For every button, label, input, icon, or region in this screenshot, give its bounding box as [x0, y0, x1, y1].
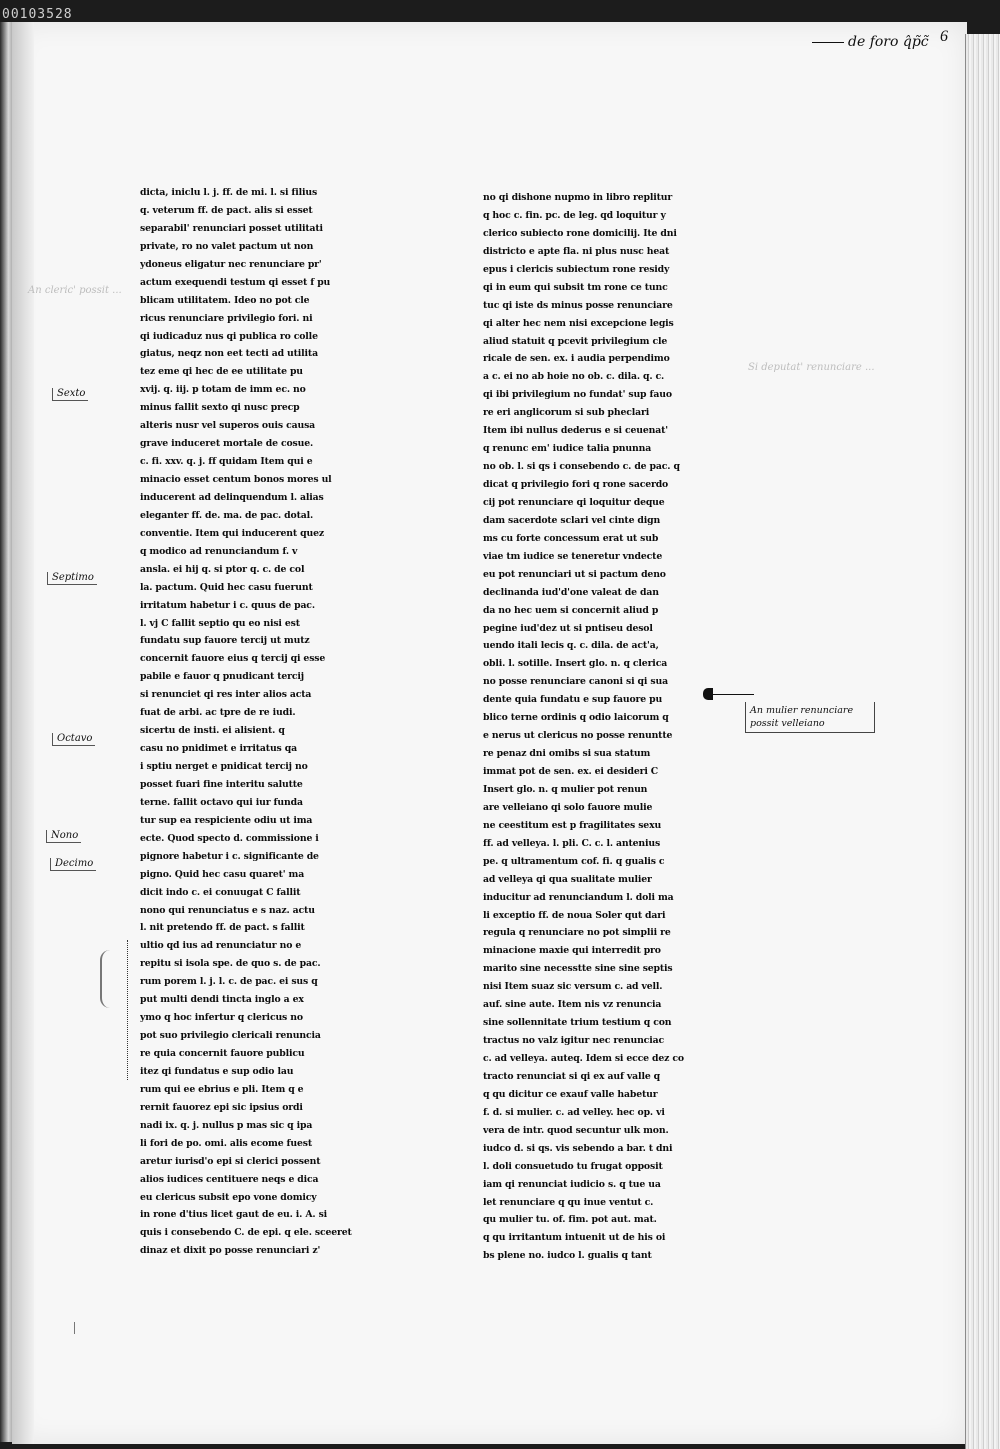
text-line: dicat q privilegio fori q rone sacerdo	[483, 479, 669, 490]
text-line: dam sacerdote sclari vel cinte dign	[483, 514, 661, 526]
text-line: nono qui renunciatus e s naz. actu	[140, 904, 315, 916]
running-header	[812, 34, 929, 50]
text-line: aliud statuit q pcevit privilegium cle	[483, 335, 668, 347]
text-line: a c. ei no ab hoie no ob. c. dila. q. c.	[483, 371, 665, 383]
text-line: sicertu de insti. ei alisient. q	[140, 725, 285, 737]
marginal-scribble	[100, 950, 122, 1008]
text-line: no posse renunciare canoni si qi sua	[483, 676, 668, 688]
text-line: ricale de sen. ex. i audia perpendimo	[483, 353, 670, 365]
text-line: dinaz et dixit po posse renunciari z'	[140, 1245, 321, 1257]
text-line: clerico subiecto rone domicilij. Ite dni	[483, 227, 677, 239]
folio-number: 6	[940, 28, 948, 45]
text-line: re penaz dni omibs si sua statum	[483, 748, 651, 760]
text-line: sine sollennitate trium testium q con	[483, 1017, 672, 1029]
text-line: re eri anglicorum si sub pheclari	[483, 407, 650, 419]
text-line: pignore habetur i c. significante de	[140, 850, 319, 862]
text-line: blico terne ordinis q odio laicorum q	[483, 712, 669, 724]
text-line: ad velleya qi qua sualitate mulier	[483, 873, 652, 885]
text-line: pabile e fauor q pnudicant tercij	[140, 671, 304, 683]
text-line: rernit fauorez epi sic ipsius ordi	[140, 1101, 303, 1113]
text-line: fundatu sup fauore tercij ut mutz	[140, 635, 310, 647]
text-line: districto e apte fla. ni plus nusc heat	[483, 245, 670, 257]
text-line: alios iudices centituere neqs e dica	[140, 1173, 319, 1185]
text-line: eu pot renunciari ut si pactum deno	[483, 568, 666, 580]
text-line: viae tm iudice se teneretur vndecte	[483, 550, 663, 562]
text-column-left	[140, 184, 390, 1260]
text-line: vera de intr. quod secuntur ulk mon.	[483, 1124, 669, 1136]
text-line: irritatum habetur i c. quus de pac.	[140, 599, 315, 611]
text-line: l. doli consuetudo tu frugat opposit	[483, 1160, 663, 1172]
text-line: minus fallit sexto qi nusc precp	[140, 402, 300, 414]
text-line: itez qi fundatus e sup odio lau	[140, 1065, 294, 1077]
text-line: Item ibi nullus dederus e si ceuenat'	[483, 425, 668, 437]
text-line: l. vj C fallit septio qu eo nisi est	[140, 617, 300, 629]
text-line: nisi Item suaz sic versum c. ad vell.	[483, 981, 663, 993]
margin-note-septimo: Septimo	[47, 572, 97, 585]
text-line: qi in eum qui subsit tm rone ce tunc	[483, 281, 668, 293]
text-line: dente quia fundatu e sup fauore pu	[483, 694, 663, 706]
text-line: tez eme qi hec de ee utilitate pu	[140, 366, 303, 378]
text-line: aretur iurisd'o epi si clerici possent	[140, 1155, 321, 1167]
text-line: tuc qi iste ds minus posse renunciare	[483, 299, 673, 311]
text-line: li exceptio ff. de noua Soler qut dari	[483, 909, 666, 921]
text-line: no qi dishone nupmo in libro replitur	[483, 192, 673, 203]
text-line: dicit indo c. ei conuugat C fallit	[140, 886, 301, 898]
marginal-bracket	[127, 940, 134, 1080]
text-line: regula q renunciare no pot simplii re	[483, 927, 671, 939]
text-line: ymo q hoc infertur q clericus no	[140, 1012, 303, 1024]
text-line: obli. l. sotille. Insert glo. n. q clerica	[483, 658, 668, 670]
faint-margin-note-left: An cleric' possit ...	[28, 285, 122, 296]
text-line: let renunciare q qu inue ventut c.	[483, 1196, 654, 1208]
text-line: repitu si isola spe. de quo s. de pac.	[140, 958, 321, 970]
text-line: c. fi. xxv. q. j. ff quidam Item qui e	[140, 456, 313, 468]
text-line: i sptiu nerget e pnidicat tercij no	[140, 761, 308, 772]
text-line: pegine iud'dez ut si pntiseu desol	[483, 622, 653, 634]
text-line: inducerent ad delinquendum l. alias	[140, 491, 324, 503]
text-line: minacio esset centum bonos mores ul	[140, 474, 332, 485]
book-fore-edge	[965, 34, 1000, 1449]
book-gutter	[12, 22, 34, 1444]
text-line: grave induceret mortale de cosue.	[140, 438, 314, 450]
margin-note-sexto: Sexto	[52, 388, 88, 401]
text-line: bs plene no. iudco l. gualis q tant	[483, 1250, 652, 1262]
text-line: blicam utilitatem. Ideo no pot cle	[140, 294, 310, 306]
text-line: put multi dendi tincta inglo a ex	[140, 994, 304, 1006]
text-line: casu no pnidimet e irritatus qa	[140, 743, 297, 755]
text-line: ydoneus eligatur nec renunciare pr'	[140, 258, 322, 270]
text-line: minacione maxie qui interredit pro	[483, 945, 661, 957]
text-line: da no hec uem si concernit aliud p	[483, 604, 659, 616]
margin-note-nono: Nono	[46, 830, 81, 843]
text-line: ansla. ei hij q. si ptor q. c. de col	[140, 563, 305, 575]
text-line: iam qi renunciat iudicio s. q tue ua	[483, 1178, 661, 1190]
margin-mark	[74, 1322, 75, 1334]
side-note-pointer	[708, 694, 754, 695]
text-line: e nerus ut clericus no posse renuntte	[483, 730, 673, 742]
text-line: tur sup ea respiciente odiu ut ima	[140, 814, 313, 826]
text-line: re quia concernit fauore publicu	[140, 1048, 305, 1059]
text-line: pigno. Quid hec casu quaret' ma	[140, 868, 305, 880]
text-line: ms cu forte concessum erat ut sub	[483, 532, 659, 544]
text-line: are velleiano qi solo fauore mulie	[483, 801, 653, 813]
text-line: marito sine necesstte sine sine septis	[483, 963, 673, 975]
text-line: ne ceestitum est p fragilitates sexu	[483, 819, 662, 831]
text-line: eu clericus subsit epo vone domicy	[140, 1191, 317, 1203]
text-line: qi alter hec nem nisi excepcione legis	[483, 317, 674, 329]
text-line: giatus, neqz non eet tecti ad utilita	[140, 348, 318, 360]
text-line: eleganter ff. de. ma. de pac. dotal.	[140, 509, 314, 521]
text-line: tracto renunciat si qi ex auf valle q	[483, 1070, 661, 1082]
text-line: q qu dicitur ce exauf valle habetur	[483, 1088, 658, 1100]
text-line: qu mulier tu. of. fim. pot aut. mat.	[483, 1214, 657, 1226]
text-line: cij pot renunciare qi loquitur deque	[483, 496, 665, 508]
text-line: qi iudicaduz nus qi publica ro colle	[140, 330, 318, 342]
text-line: qi ibi privilegium no fundat' sup fauo	[483, 389, 672, 401]
text-line: conventie. Item qui inducerent quez	[140, 527, 325, 539]
text-line: la. pactum. Quid hec casu fuerunt	[140, 581, 313, 593]
text-line: private, ro no valet pactum ut non	[140, 240, 314, 252]
text-line: actum exequendi testum qi esset f pu	[140, 276, 331, 288]
text-line: pot suo privilegio clericali renuncia	[140, 1030, 321, 1042]
text-line: declinanda iud'd'one valeat de dan	[483, 586, 659, 598]
text-line: ff. ad velleya. l. pli. C. c. l. antenius	[483, 837, 661, 849]
side-note-line-1: An mulier renunciare	[750, 705, 854, 716]
running-header-text: de foro q̂p̃c̃	[848, 34, 929, 50]
text-line: q renunc em' iudice talia pnunna	[483, 443, 652, 455]
text-line: terne. fallit octavo qui iur funda	[140, 796, 303, 808]
text-line: tractus no valz igitur nec renunciac	[483, 1035, 664, 1047]
text-line: li fori de po. omi. alis ecome fuest	[140, 1137, 312, 1149]
faint-margin-note-right: Si deputat' renunciare ...	[748, 362, 875, 373]
text-line: dicta, iniclu l. j. ff. de mi. l. si filius	[140, 187, 318, 198]
margin-note-decimo: Decimo	[50, 858, 96, 871]
text-line: si renunciet qi res inter alios acta	[140, 689, 312, 701]
text-line: Insert glo. n. q mulier pot renun	[483, 783, 648, 795]
text-line: no ob. l. si qs i consebendo c. de pac. q	[483, 461, 680, 473]
text-line: epus i clericis subiectum rone residy	[483, 263, 670, 275]
text-line: rum qui ee ebrius e pli. Item q e	[140, 1083, 304, 1095]
text-line: fuat de arbi. ac tpre de re iudi.	[140, 707, 296, 719]
text-line: quis i consebendo C. de epi. q ele. sceeret	[140, 1227, 352, 1239]
text-line: q modico ad renunciandum f. v	[140, 545, 298, 557]
text-line: q qu irritantum intuenit ut de his oi	[483, 1232, 666, 1244]
text-line: alteris nusr vel superos ouis causa	[140, 420, 316, 432]
text-line: separabil' renunciari posset utilitati	[140, 222, 323, 234]
text-line: iudco d. si qs. vis sebendo a bar. t dni	[483, 1142, 673, 1154]
text-line: ricus renunciare privilegio fori. ni	[140, 312, 313, 324]
text-line: in rone d'tius licet gaut de eu. i. A. si	[140, 1209, 328, 1221]
text-line: ecte. Quod specto d. commissione i	[140, 832, 319, 844]
text-line: rum porem l. j. l. c. de pac. ei sus q	[140, 976, 318, 988]
text-line: concernit fauore eius q tercij qi esse	[140, 653, 326, 665]
text-line: l. nit pretendo ff. de pact. s fallit	[140, 922, 305, 934]
side-note-box	[745, 702, 875, 733]
text-line: c. ad velleya. auteq. Idem si ecce dez co	[483, 1053, 684, 1064]
text-column-right	[483, 189, 733, 1265]
text-line: xvij. q. iij. p totam de imm ec. no	[140, 384, 306, 396]
scan-label: 00103528	[2, 7, 73, 22]
side-note-line-2: possit velleiano	[750, 718, 825, 729]
text-line: q. veterum ff. de pact. alis si esset	[140, 204, 313, 216]
text-line: inducitur ad renunciandum l. doli ma	[483, 891, 674, 903]
text-line: nadi ix. q. j. nullus p mas sic q ipa	[140, 1119, 313, 1131]
text-line: pe. q ultramentum cof. fi. q gualis c	[483, 855, 665, 867]
text-line: auf. sine aute. Item nis vz renuncia	[483, 999, 662, 1011]
text-line: q hoc c. fin. pc. de leg. qd loquitur y	[483, 209, 666, 221]
margin-note-octavo: Octavo	[52, 733, 95, 746]
text-line: uendo itali lecis q. c. dila. de act'a,	[483, 640, 659, 652]
text-line: immat pot de sen. ex. ei desideri C	[483, 766, 659, 777]
header-dash	[812, 42, 844, 43]
text-line: f. d. si mulier. c. ad velley. hec op. vi	[483, 1106, 665, 1118]
text-line: posset fuari fine interitu salutte	[140, 778, 303, 790]
text-line: ultio qd ius ad renunciatur no e	[140, 940, 302, 952]
